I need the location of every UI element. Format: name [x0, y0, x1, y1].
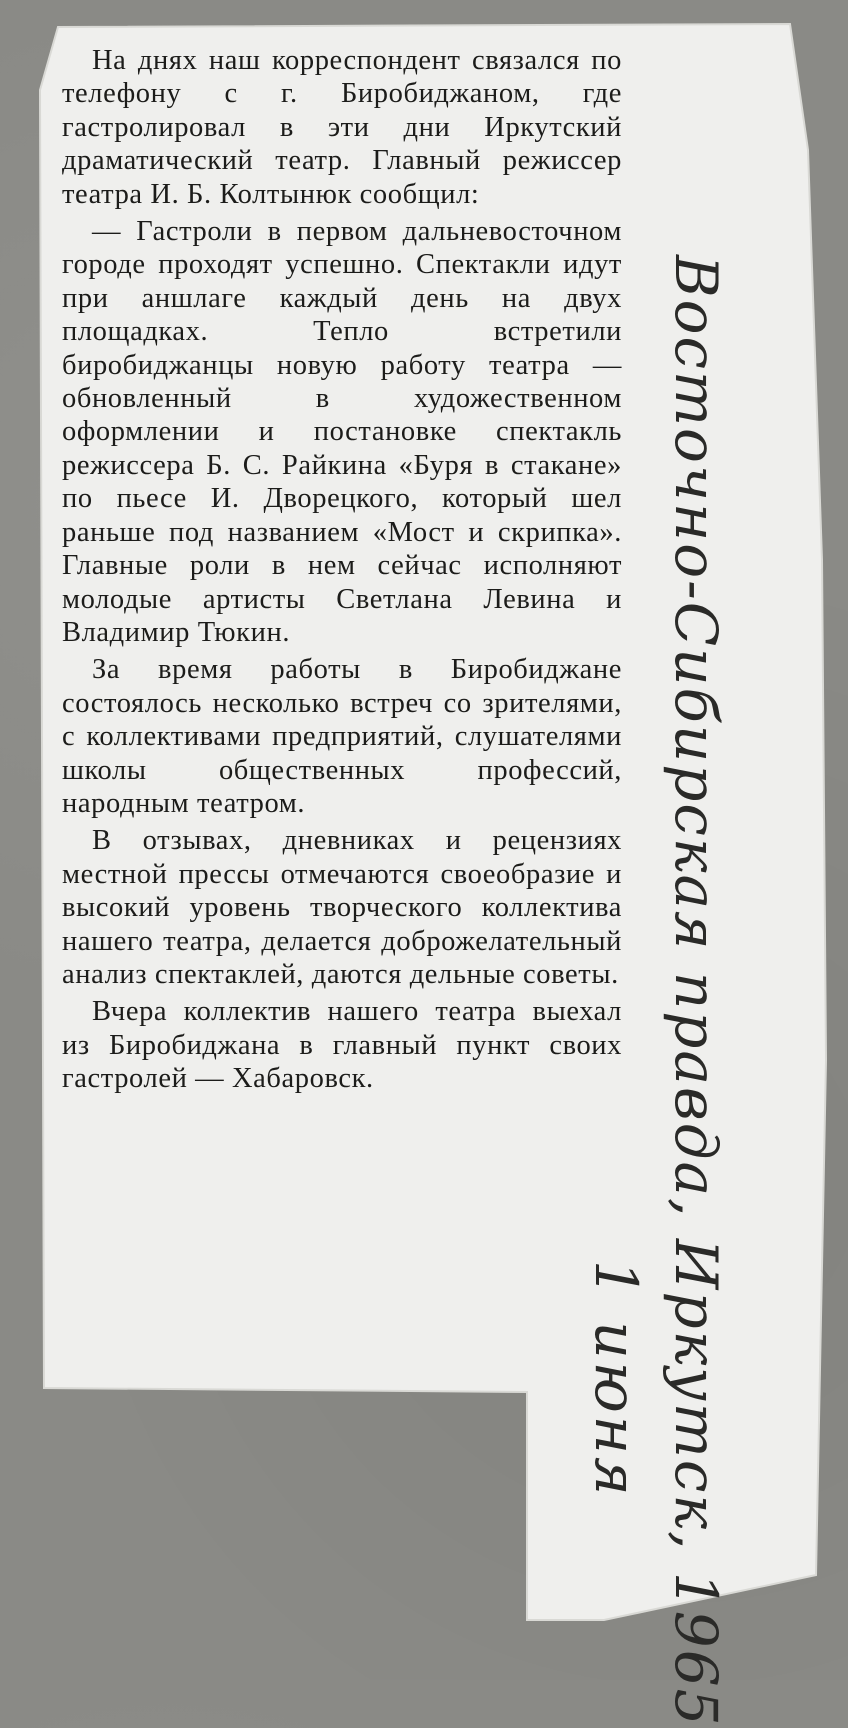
handwritten-source-note: Восточно-Сибирская правда, Иркутск, 1965	[662, 255, 730, 1728]
article-paragraph: В отзывах, дневниках и рецензиях местной прессы отмечаются своеобразие и высокий уровень творческого коллектива нашего театра, делается доброжелательный анализ спектаклей, даются дельные советы.	[62, 825, 622, 990]
article-paragraph: На днях наш корреспондент связался по телефону с г. Биробиджаном, где гастролировал в эти дни Иркутский драматический театр. Главный режиссер театра И. Б. Колтынюк сообщил:	[62, 45, 622, 210]
article-paragraph: Вчера коллектив нашего театра выехал из Биробиджана в главный пункт своих гастролей — Хабаровск.	[62, 996, 622, 1095]
handwritten-date-note: 1 июня	[582, 1260, 650, 1499]
article-body	[62, 44, 622, 1096]
article-paragraph: — Гастроли в первом дальневосточном городе проходят успешно. Спектакли идут при аншлаге каждый день на двух площадках. Тепло встретили биробиджанцы новую работу театра — обновленный в художественном оформлении и постановке спектакль режиссера Б. С. Райкина «Буря в стакане» по пьесе И. Дворецкого, который шел раньше под названием «Мост и скрипка». Главные роли в нем сейчас исполняют молодые артисты Светлана Левина и Владимир Тюкин.	[62, 216, 622, 648]
article-paragraph: За время работы в Биробиджане состоялось несколько встреч со зрителями, с коллективами предприятий, слушателями школы общественных профессий, народным театром.	[62, 654, 622, 819]
